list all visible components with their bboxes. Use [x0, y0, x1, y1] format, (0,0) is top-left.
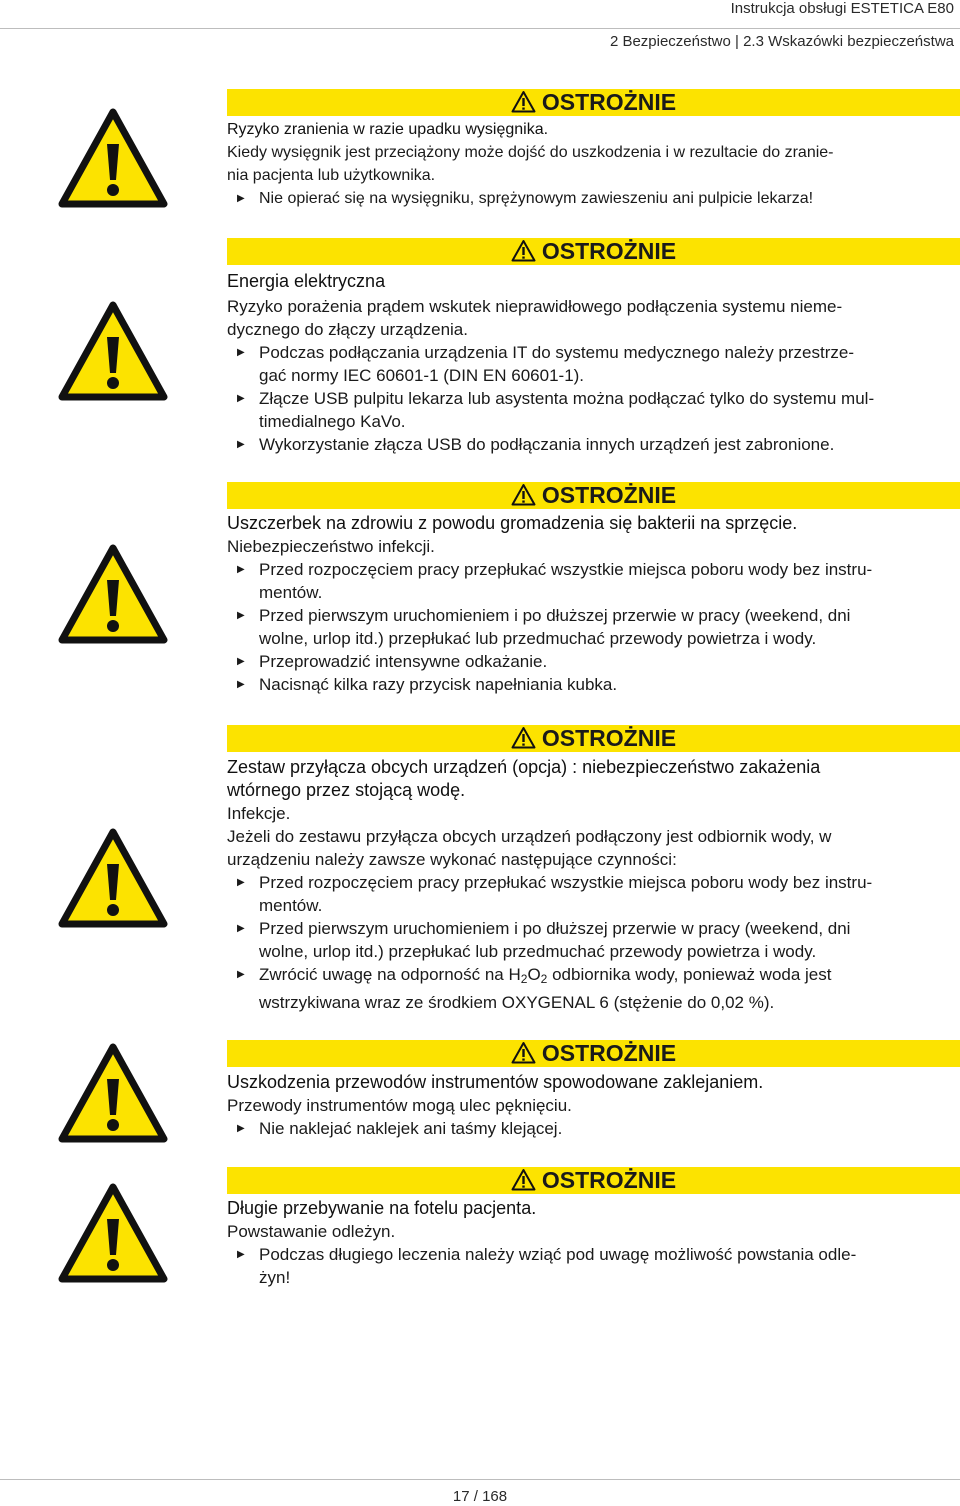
play-bullet-icon: ▶ [237, 439, 245, 450]
warning-title: Zestaw przyłącza obcych urządzeń (opcja) : niebezpieczeństwo zakażenia [227, 757, 821, 777]
play-bullet-icon: ▶ [237, 564, 245, 575]
warning-triangle-icon [58, 301, 168, 401]
play-bullet-icon: ▶ [237, 679, 245, 690]
list-item: ▶ Podczas podłączania urządzenia IT do systemu medycznego należy przestrze- gać normy IEC 60601-1 (DIN EN 60601-1). [237, 343, 854, 385]
warning-content [227, 270, 949, 456]
caution-banner: OSTROŻNIE [227, 238, 960, 265]
warning-text: Infekcje. [227, 804, 291, 823]
document-title: Instrukcja obsługi ESTETICA E80 [730, 0, 954, 17]
warning-text: Powstawanie odleżyn. [227, 1222, 396, 1241]
list-item: ▶ Przed pierwszym uruchomieniem i po dłuższej przerwie w pracy (weekend, dni wolne, urlop itd.) przepłukać lub przedmuchać przewody powietrza i wody. [237, 606, 851, 648]
warning-text: Przewody instrumentów mogą ulec pęknięciu. [227, 1096, 572, 1115]
caution-banner: OSTROŻNIE [227, 89, 960, 116]
warning-text: nia pacjenta lub użytkownika. [227, 167, 436, 184]
warning-title: wtórnego przez stojącą wodę. [227, 780, 466, 800]
play-bullet-icon: ▶ [237, 193, 245, 204]
play-bullet-icon: ▶ [237, 969, 245, 980]
warning-title: Długie przebywanie na fotelu pacjenta. [227, 1198, 537, 1218]
list-item: ▶ Przeprowadzić intensywne odkażanie. [237, 652, 548, 671]
warning-content [227, 512, 949, 696]
warning-triangle-icon [58, 1043, 168, 1143]
warning-title: Uszczerbek na zdrowiu z powodu gromadzenia się bakterii na sprzęcie. [227, 513, 798, 533]
warning-text: Niebezpieczeństwo infekcji. [227, 537, 435, 556]
list-item: ▶ Złącze USB pulpitu lekarza lub asystenta można podłączać tylko do systemu mul- timedialnego KaVo. [237, 389, 875, 431]
list-item: ▶ Wykorzystanie złącza USB do podłączania innych urządzeń jest zabronione. [237, 435, 835, 454]
section-breadcrumb: 2 Bezpieczeństwo | 2.3 Wskazówki bezpieczeństwa [609, 33, 954, 50]
warning-text: Ryzyko porażenia prądem wskutek nieprawidłowego podłączenia systemu nieme- [227, 297, 843, 316]
warning-content [227, 118, 949, 210]
list-item: ▶ Przed pierwszym uruchomieniem i po dłuższej przerwie w pracy (weekend, dni wolne, urlop itd.) przepłukać lub przedmuchać przewody powietrza i wody. [237, 919, 851, 961]
play-bullet-icon: ▶ [237, 610, 245, 621]
play-bullet-icon: ▶ [237, 347, 245, 358]
warning-triangle-icon [58, 108, 168, 208]
play-bullet-icon: ▶ [237, 877, 245, 888]
warning-content [227, 1197, 949, 1289]
play-bullet-icon: ▶ [237, 656, 245, 667]
warning-triangle-icon [58, 828, 168, 928]
caution-banner: OSTROŻNIE [227, 1040, 960, 1067]
list-item: ▶ Nacisnąć kilka razy przycisk napełniania kubka. [237, 675, 618, 694]
warning-title: Uszkodzenia przewodów instrumentów spowodowane zaklejaniem. [227, 1072, 764, 1092]
warning-triangle-small-icon [511, 726, 536, 749]
list-item: ▶ Podczas długiego leczenia należy wziąć pod uwagę możliwość powstania odle- żyn! [237, 1245, 857, 1287]
caution-banner: OSTROŻNIE [227, 725, 960, 752]
play-bullet-icon: ▶ [237, 393, 245, 404]
warning-triangle-small-icon [511, 483, 536, 506]
warning-triangle-small-icon [511, 1041, 536, 1064]
warning-text: Jeżeli do zestawu przyłącza obcych urządzeń podłączony jest odbiornik wody, w [227, 827, 832, 846]
list-item: ▶ Nie opierać się na wysięgniku, sprężynowym zawieszeniu ani pulpicie lekarza! [227, 187, 949, 210]
play-bullet-icon: ▶ [237, 1123, 245, 1134]
list-item: ▶ Przed rozpoczęciem pracy przepłukać wszystkie miejsca poboru wody bez instru- mentów. [237, 560, 873, 602]
warning-text: urządzeniu należy zawsze wykonać następujące czynności: [227, 850, 677, 869]
footer-divider [0, 1479, 960, 1480]
warning-content [227, 756, 949, 1014]
play-bullet-icon: ▶ [237, 1249, 245, 1260]
caution-banner: OSTROŻNIE [227, 1167, 960, 1194]
list-item: ▶ Zwrócić uwagę na odporność na $H_2O_2$ odbiornika wody, ponieważ woda jest wstrzykiwana wraz ze środkiem OXYGENAL 6 (stężenie do 0,02 %). [237, 965, 832, 1012]
warning-text: dycznego do złączy urządzenia. [227, 320, 468, 339]
warning-triangle-small-icon [511, 1168, 536, 1191]
warning-triangle-small-icon [511, 239, 536, 262]
warning-text: Kiedy wysięgnik jest przeciążony może dojść do uszkodzenia i w rezultacie do zranie- [227, 144, 834, 161]
warning-content [227, 1071, 949, 1140]
page-number: 17 / 168 [452, 1488, 508, 1505]
warning-triangle-small-icon [511, 90, 536, 113]
list-item: ▶ Przed rozpoczęciem pracy przepłukać wszystkie miejsca poboru wody bez instru- mentów. [237, 873, 873, 915]
caution-banner: OSTROŻNIE [227, 482, 960, 509]
warning-title: Ryzyko zranienia w razie upadku wysięgnika. [227, 121, 549, 138]
warning-triangle-icon [58, 544, 168, 644]
header-divider [0, 28, 960, 29]
warning-triangle-icon [58, 1183, 168, 1283]
list-item: ▶ Nie naklejać naklejek ani taśmy klejącej. [237, 1119, 563, 1138]
play-bullet-icon: ▶ [237, 923, 245, 934]
warning-title: Energia elektryczna [227, 271, 386, 291]
